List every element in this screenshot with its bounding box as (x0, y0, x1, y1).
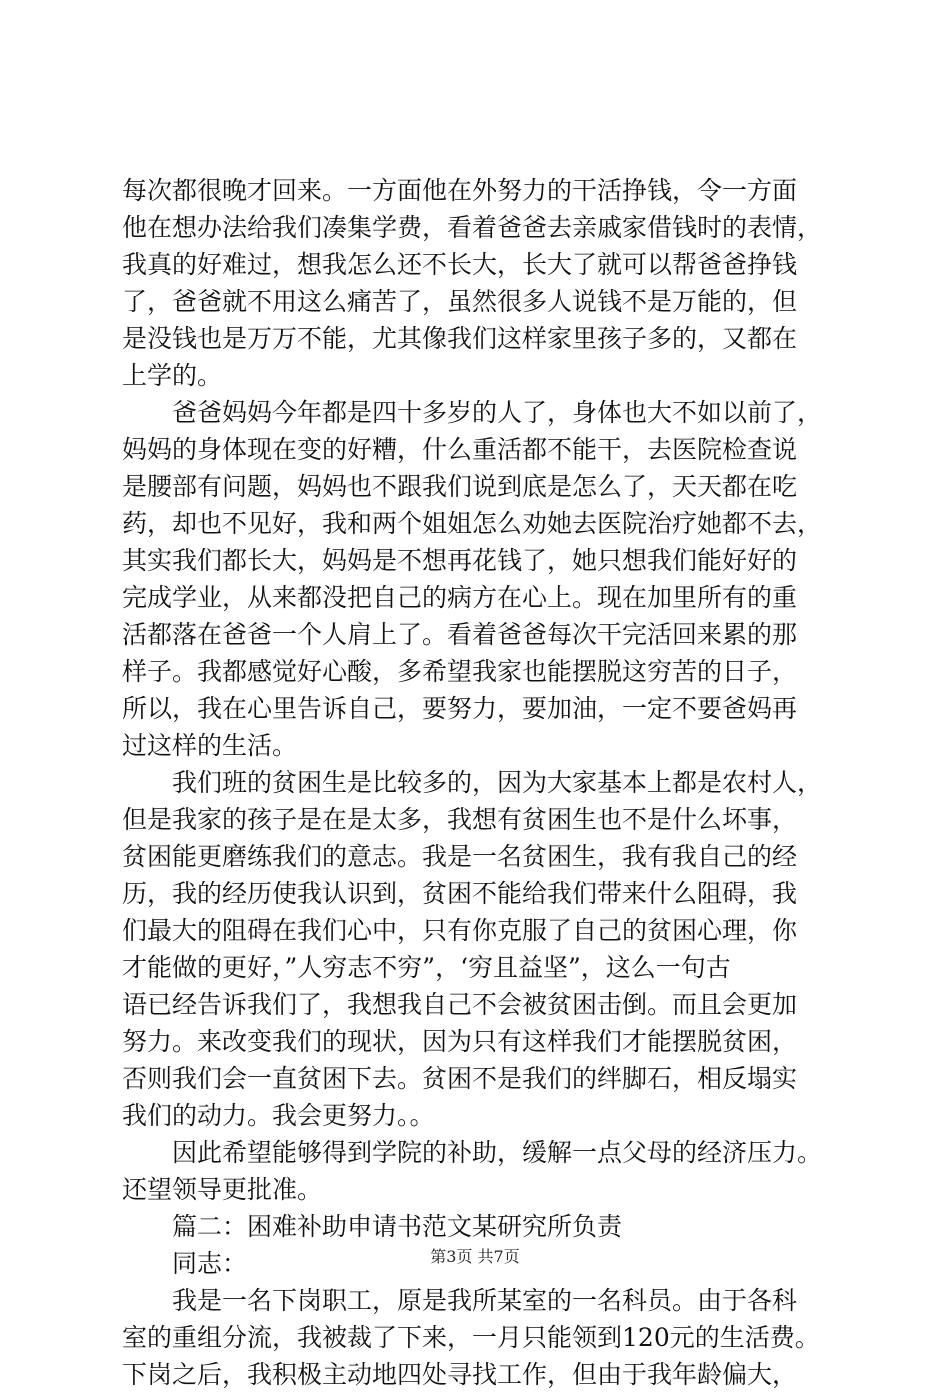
text-line: 下岗之后，我积极主动地四处寻找工作，但由于我年龄偏大， (122, 1360, 798, 1389)
text-line: 还望领导更批准。 (122, 1175, 323, 1204)
page-number-footer: 第3页 共7页 (430, 1247, 520, 1266)
text-line: 才能做的更好，”人穷志不穷”，‘穷且益坚”，这么一句古 (122, 953, 731, 982)
text-line: 是没钱也是万万不能，尤其像我们这样家里孩子多的，又都在 (122, 324, 798, 353)
text-line: 所以，我在心里告诉自己，要努力，要加油，一定不要爸妈再 (122, 694, 798, 723)
text-line: 其实我们都长大，妈妈是不想再花钱了，她只想我们能好好的 (122, 546, 798, 575)
text-line: 因此希望能够得到学院的补助，缓解一点父母的经济压力。 (122, 1138, 823, 1167)
text-line: 努力。来改变我们的现状，因为只有这样我们才能摆脱贫困， (122, 1027, 798, 1056)
text-line: 他在想办法给我们凑集学费，看着爸爸去亲戚家借钱时的表情， (122, 213, 823, 242)
text-line: 样子。我都感觉好心酸，多希望我家也能摆脱这穷苦的日子， (122, 657, 798, 686)
text-line: 语已经告诉我们了，我想我自己不会被贫困击倒。而且会更加 (122, 990, 798, 1019)
text-line: 贫困能更磨练我们的意志。我是一名贫困生，我有我自己的经 (122, 842, 798, 871)
text-line: 完成学业，从来都没把自己的病方在心上。现在加里所有的重 (122, 583, 798, 612)
text-line: 我们班的贫困生是比较多的，因为大家基本上都是农村人， (122, 768, 823, 797)
text-line: 我们的动力。我会更努力。。 (122, 1101, 435, 1130)
text-line: 我真的好难过，想我怎么还不长大，长大了就可以帮爸爸挣钱 (122, 250, 798, 279)
text-line: 药，却也不见好，我和两个姐姐怎么劝她去医院治疗她都不去， (122, 509, 823, 538)
section-heading: 篇二：困难补助申请书范文某研究所负责 (122, 1212, 623, 1241)
text-line: 否则我们会一直贫困下去。贫困不是我们的绊脚石，相反塌实 (122, 1064, 798, 1093)
text-line: 是腰部有问题，妈妈也不跟我们说到底是怎么了，天天都在吃 (122, 472, 798, 501)
text-line: 们最大的阻碍在我们心中，只有你克服了自己的贫困心理，你 (122, 916, 798, 945)
body-text (122, 172, 842, 1393)
text-line: 爸爸妈妈今年都是四十多岁的人了，身体也大不如以前了， (122, 398, 823, 427)
text-line: 历，我的经历使我认识到，贫困不能给我们带来什么阻碍，我 (122, 879, 798, 908)
text-line: 活都落在爸爸一个人肩上了。看着爸爸每次干完活回来累的那 (122, 620, 798, 649)
text-line: 但是我家的孩子是在是太多，我想有贫困生也不是什么坏事， (122, 805, 798, 834)
text-line: 每次都很晚才回来。一方面他在外努力的干活挣钱，令一方面 (122, 176, 798, 205)
text-line: 了，爸爸就不用这么痛苦了，虽然很多人说钱不是万能的，但 (122, 287, 798, 316)
text-line: 上学的。 (122, 361, 223, 390)
salutation: 同志： (122, 1249, 248, 1278)
text-line: 妈妈的身体现在变的好糟，什么重活都不能干，去医院检查说 (122, 435, 798, 464)
text-line: 过这样的生活。 (122, 731, 298, 760)
text-line: 我是一名下岗职工，原是我所某室的一名科员。由于各科 (122, 1286, 798, 1315)
text-line: 室的重组分流，我被裁了下来，一月只能领到120元的生活费。 (122, 1323, 820, 1352)
